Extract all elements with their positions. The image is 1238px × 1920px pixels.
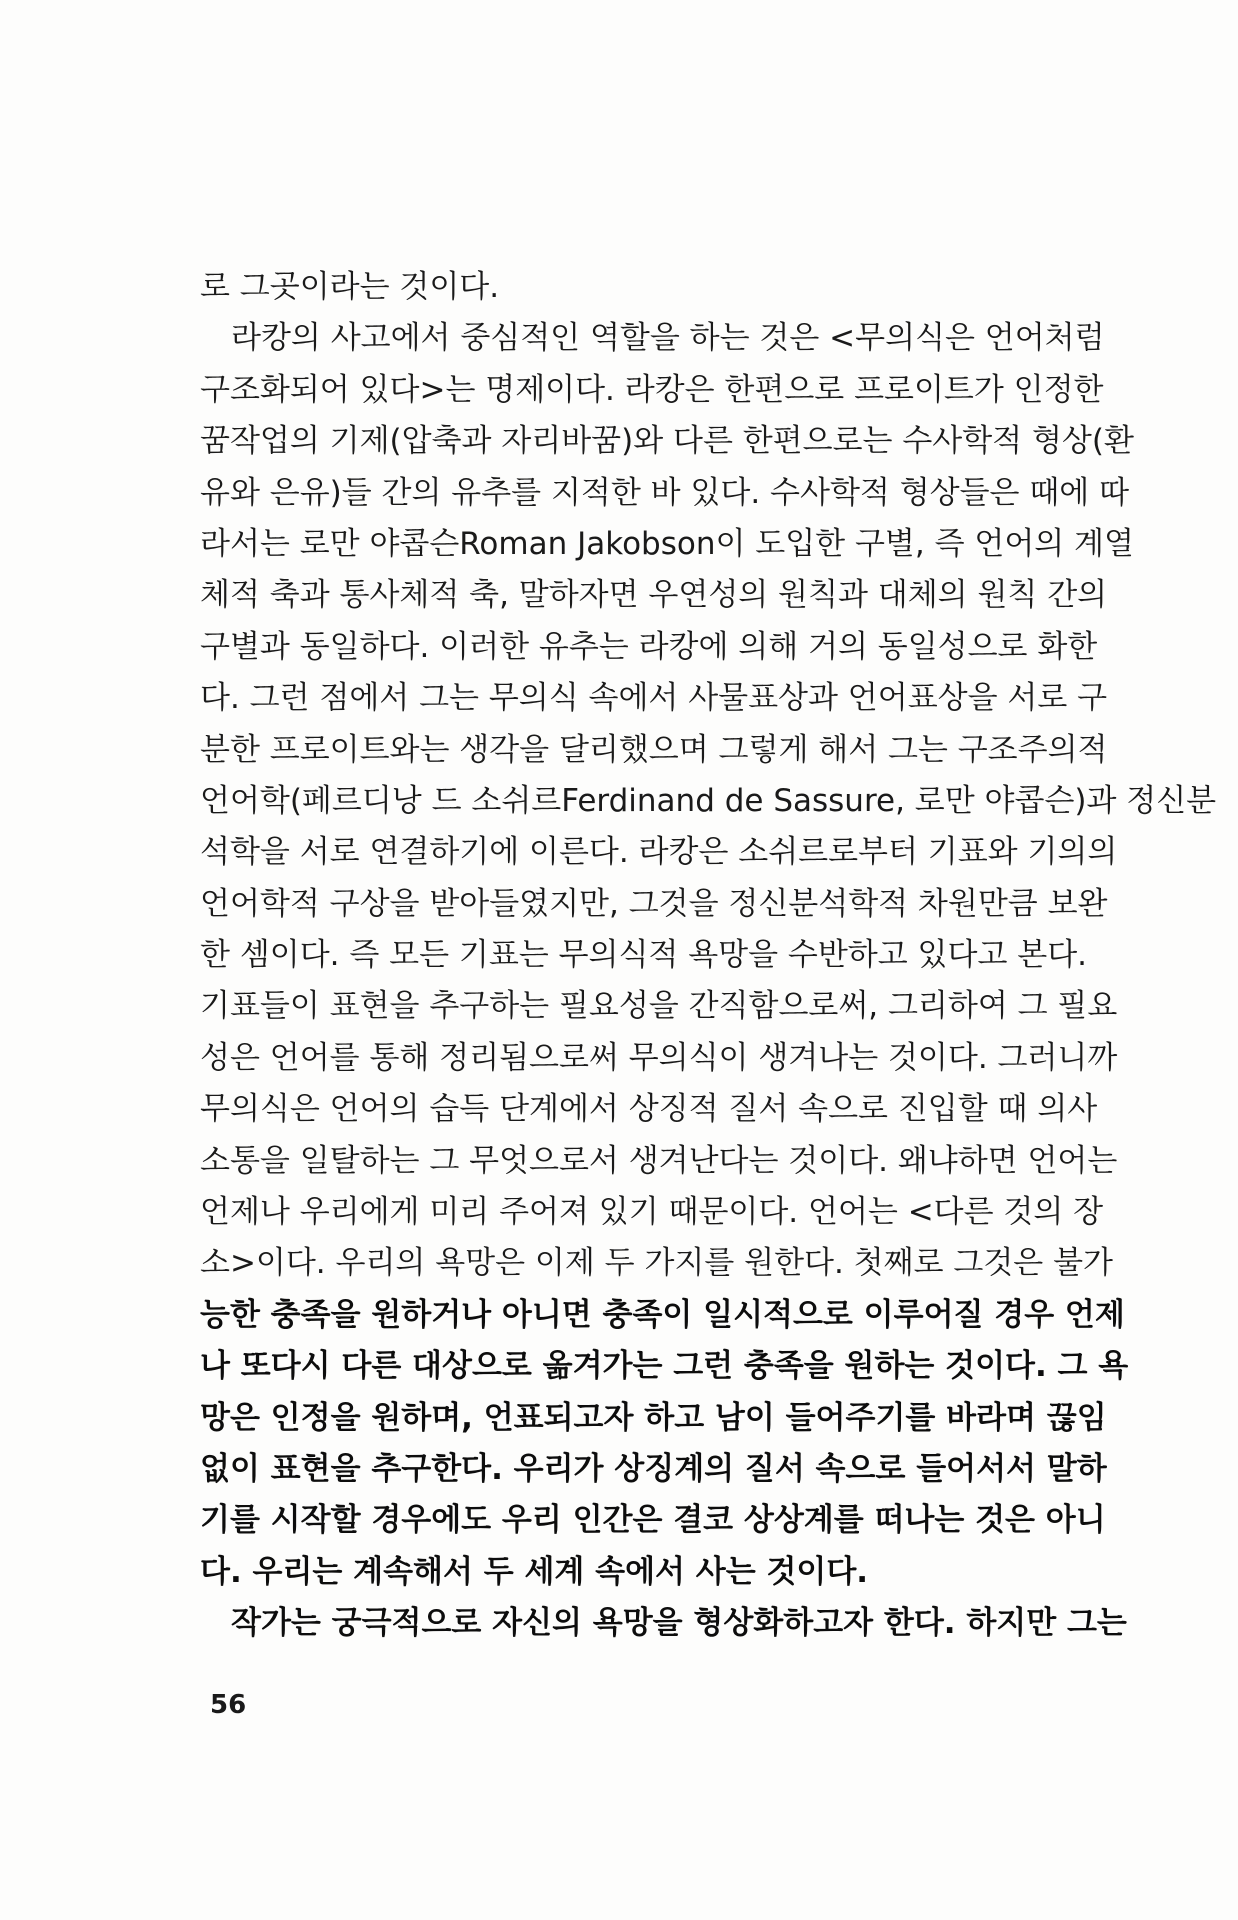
text-line: 다. 그런 점에서 그는 무의식 속에서 사물표상과 언어표상을 서로 구 [200, 680, 1108, 717]
text-line: 언어학적 구상을 받아들였지만, 그것을 정신분석학적 차원만큼 보완 [200, 885, 1108, 922]
body-text [200, 262, 1217, 1650]
text-line: 성은 언어를 통해 정리됨으로써 무의식이 생겨나는 것이다. 그러니까 [200, 1039, 1118, 1076]
text-line: 석학을 서로 연결하기에 이른다. 라캉은 소쉬르로부터 기표와 기의의 [200, 834, 1118, 871]
text-line: 기를 시작할 경우에도 우리 인간은 결코 상상계를 떠나는 것은 아니 [200, 1502, 1106, 1539]
text-line: 능한 충족을 원하거나 아니면 충족이 일시적으로 이루어질 경우 언제 [200, 1296, 1125, 1333]
text-line: 기표들이 표현을 추구하는 필요성을 간직함으로써, 그리하여 그 필요 [200, 988, 1118, 1025]
text-line: 언어학(페르디낭 드 소쉬르Ferdinand de Sassure, 로만 야콥슨)과 정신분 [200, 782, 1217, 819]
text-line: 한 셈이다. 즉 모든 기표는 무의식적 욕망을 수반하고 있다고 본다. [200, 937, 1087, 974]
text-line: 망은 인정을 원하며, 언표되고자 하고 남이 들어주기를 바라며 끊임 [200, 1399, 1107, 1436]
text-line: 무의식은 언어의 습득 단계에서 상징적 질서 속으로 진입할 때 의사 [200, 1091, 1098, 1128]
text-line: 체적 축과 통사체적 축, 말하자면 우연성의 원칙과 대체의 원칙 간의 [200, 577, 1108, 614]
text-line: 구별과 동일하다. 이러한 유추는 라캉에 의해 거의 동일성으로 화한 [200, 628, 1098, 665]
text-line: 유와 은유)들 간의 유추를 지적한 바 있다. 수사학적 형상들은 때에 따 [200, 474, 1130, 511]
text-line: 분한 프로이트와는 생각을 달리했으며 그렇게 해서 그는 구조주의적 [200, 731, 1108, 768]
text-line: 라서는 로만 야콥슨Roman Jakobson이 도입한 구별, 즉 언어의 계열 [200, 525, 1134, 562]
text-line: 없이 표현을 추구한다. 우리가 상징계의 질서 속으로 들어서서 말하 [200, 1450, 1107, 1487]
text-line: 꿈작업의 기제(압축과 자리바꿈)와 다른 한편으로는 수사학적 형상(환 [200, 423, 1134, 460]
text-line: 작가는 궁극적으로 자신의 욕망을 형상화하고자 한다. 하지만 그는 [231, 1605, 1127, 1642]
text-line: 소>이다. 우리의 욕망은 이제 두 가지를 원한다. 첫째로 그것은 불가 [200, 1245, 1113, 1282]
page-number: 56 [210, 1690, 247, 1720]
text-line: 소통을 일탈하는 그 무엇으로서 생겨난다는 것이다. 왜냐하면 언어는 [200, 1142, 1118, 1179]
text-line: 구조화되어 있다>는 명제이다. 라캉은 한편으로 프로이트가 인정한 [200, 371, 1104, 408]
text-line: 나 또다시 다른 대상으로 옮겨가는 그런 충족을 원하는 것이다. 그 욕 [200, 1348, 1129, 1385]
text-line: 로 그곳이라는 것이다. [200, 269, 500, 305]
text-line: 라캉의 사고에서 중심적인 역할을 하는 것은 <무의식은 언어처럼 [231, 320, 1105, 357]
text-line: 언제나 우리에게 미리 주어져 있기 때문이다. 언어는 <다른 것의 장 [200, 1194, 1104, 1231]
text-line: 다. 우리는 계속해서 두 세계 속에서 사는 것이다. [200, 1553, 869, 1590]
